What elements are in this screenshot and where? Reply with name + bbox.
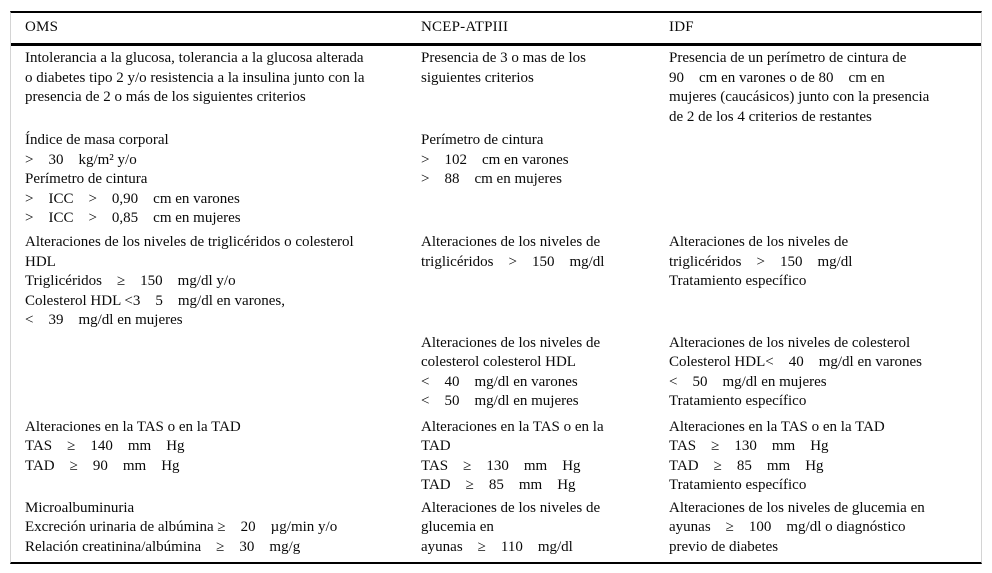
cell-oms-empty xyxy=(11,331,407,415)
cell-ncep-hdl xyxy=(407,331,655,415)
cell-line: TAD ≥ 90 mm Hg xyxy=(25,457,180,474)
table-row xyxy=(11,496,981,562)
cell-line: Alteraciones en la TAS o en la xyxy=(421,418,604,435)
cell-line: Excreción urinaria de albúmina ≥ 20 µg/min y/o xyxy=(25,519,338,535)
cell-line: Alteraciones en la TAS o en la TAD xyxy=(669,418,885,435)
cell-line: Alteraciones de los niveles de triglicéridos o colesterol xyxy=(25,234,354,250)
cell-line: > ICC > 0,90 cm en varones xyxy=(25,190,240,207)
cell-line: o diabetes tipo 2 y/o resistencia a la insulina junto con la xyxy=(25,69,365,86)
cell-line: Presencia de 3 o mas de los xyxy=(421,50,586,66)
cell-line: TAS ≥ 130 mm Hg xyxy=(669,438,829,454)
column-header-oms: OMS xyxy=(25,19,59,35)
cell-line: Relación creatinina/albúmina ≥ 30 mg/g xyxy=(25,538,301,555)
cell-line: Alteraciones de los niveles de glucemia en xyxy=(669,499,925,516)
cell-line: triglicéridos > 150 mg/dl xyxy=(421,253,605,270)
cell-ncep-waist xyxy=(407,128,655,230)
cell-line: triglicéridos > 150 mg/dl xyxy=(669,253,853,270)
cell-line: Presencia de un perímetro de cintura de xyxy=(669,50,907,66)
cell-ncep-glucose xyxy=(407,496,655,562)
cell-line: Colesterol HDL< 40 mg/dl en varones xyxy=(669,354,923,370)
cell-line: Perímetro de cintura xyxy=(421,132,544,148)
cell-line: > 88 cm en mujeres xyxy=(421,171,562,187)
cell-line: Alteraciones de los niveles de xyxy=(421,499,601,516)
cell-line: Alteraciones de los niveles de xyxy=(421,234,601,250)
cell-line: ayunas ≥ 100 mg/dl o diagnóstico xyxy=(669,519,906,535)
table-header-row xyxy=(11,13,981,46)
cell-ncep-definition xyxy=(407,46,655,128)
cell-line: Tratamiento específico xyxy=(669,477,807,493)
cell-line: siguientes criterios xyxy=(421,69,534,86)
criteria-comparison-table xyxy=(10,11,982,564)
cell-ncep-triglycerides xyxy=(407,230,655,331)
cell-oms-definition xyxy=(11,46,407,128)
column-header-ncep-atpiii: NCEP-ATPIII xyxy=(421,19,509,35)
cell-idf-triglycerides xyxy=(655,230,981,331)
cell-line: presencia de 2 o más de los siguientes criterios xyxy=(25,89,306,105)
cell-idf-definition xyxy=(655,46,981,128)
cell-line: Perímetro de cintura xyxy=(25,171,148,187)
cell-line: ayunas ≥ 110 mg/dl xyxy=(421,538,573,555)
cell-oms-microalbuminuria xyxy=(11,496,407,562)
cell-line: < 39 mg/dl en mujeres xyxy=(25,312,183,328)
cell-line: Tratamiento específico xyxy=(669,273,807,289)
table-row xyxy=(11,331,981,415)
cell-line: Microalbuminuria xyxy=(25,499,135,516)
table-row xyxy=(11,128,981,230)
cell-line: > ICC > 0,85 cm en mujeres xyxy=(25,210,241,226)
cell-oms-obesity xyxy=(11,128,407,230)
cell-line: glucemia en xyxy=(421,519,494,535)
cell-line: Alteraciones de los niveles de colesterol xyxy=(669,334,911,351)
cell-line: < 40 mg/dl en varones xyxy=(421,373,578,390)
cell-line: > 30 kg/m² y/o xyxy=(25,151,137,168)
table-row xyxy=(11,230,981,331)
cell-ncep-blood-pressure xyxy=(407,415,655,496)
cell-line: Alteraciones en la TAS o en la TAD xyxy=(25,418,241,435)
cell-line: < 50 mg/dl en mujeres xyxy=(421,393,579,409)
cell-line: > 102 cm en varones xyxy=(421,151,569,168)
cell-idf-empty xyxy=(655,128,981,230)
cell-line: TAS ≥ 130 mm Hg xyxy=(421,457,581,474)
table-body xyxy=(11,46,981,562)
table-row xyxy=(11,46,981,128)
cell-idf-glucose xyxy=(655,496,981,562)
cell-line: TAS ≥ 140 mm Hg xyxy=(25,438,185,454)
table-row xyxy=(11,415,981,496)
column-header-idf: IDF xyxy=(669,19,694,35)
cell-line: mujeres (caucásicos) junto con la presencia xyxy=(669,89,930,105)
cell-line: TAD xyxy=(421,438,451,454)
cell-oms-triglycerides xyxy=(11,230,407,331)
cell-line: Alteraciones de los niveles de xyxy=(421,334,601,351)
cell-line: Alteraciones de los niveles de xyxy=(669,234,849,250)
cell-line: < 50 mg/dl en mujeres xyxy=(669,373,827,390)
cell-line: TAD ≥ 85 mm Hg xyxy=(421,477,576,493)
cell-line: Triglicéridos ≥ 150 mg/dl y/o xyxy=(25,273,236,289)
cell-line: previo de diabetes xyxy=(669,538,779,555)
cell-line: de 2 de los 4 criterios de restantes xyxy=(669,108,872,125)
cell-line: Índice de masa corporal xyxy=(25,132,169,148)
cell-line: Colesterol HDL <3 5 mg/dl en varones, xyxy=(25,292,285,309)
cell-line: 90 cm en varones o de 80 cm en xyxy=(669,69,885,86)
cell-idf-blood-pressure xyxy=(655,415,981,496)
cell-line: TAD ≥ 85 mm Hg xyxy=(669,457,824,474)
cell-line: HDL xyxy=(25,253,56,270)
cell-idf-hdl xyxy=(655,331,981,415)
cell-line: colesterol colesterol HDL xyxy=(421,354,576,370)
cell-line: Intolerancia a la glucosa, tolerancia a la glucosa alterada xyxy=(25,50,364,66)
cell-oms-blood-pressure xyxy=(11,415,407,496)
cell-line: Tratamiento específico xyxy=(669,393,807,409)
